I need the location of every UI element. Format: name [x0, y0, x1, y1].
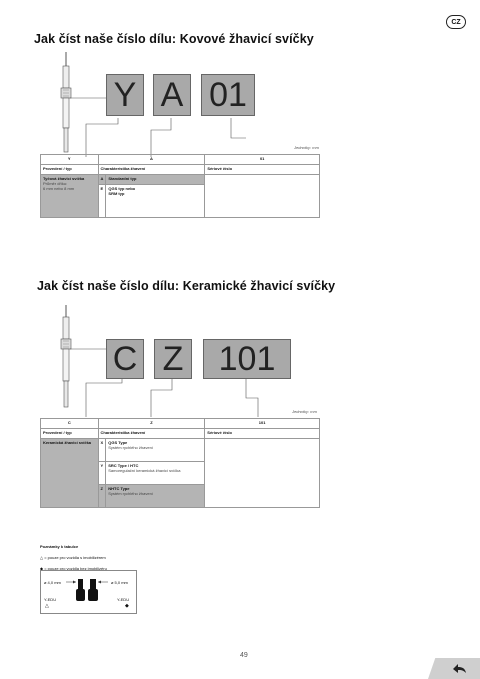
- ceramic-row-code: Y: [98, 462, 106, 485]
- label-right: Y-EDU: [117, 597, 130, 602]
- metal-code-y: Y: [106, 74, 144, 116]
- ceramic-units: Jednotky: mm: [292, 409, 317, 414]
- metal-row-sub: SRM typ: [108, 191, 125, 196]
- ceramic-row-sub: Systém rychlého žhavení: [108, 445, 153, 450]
- ceramic-row-code: X: [98, 439, 106, 462]
- ceramic-type-cell: Keramická žhavicí svíčka: [41, 439, 99, 508]
- note-item-1-text: = pouze pro vozidla s imobilizérem: [44, 555, 106, 560]
- ceramic-sub-head-1: Provedení / typ: [41, 429, 99, 439]
- metal-col-head-2: A: [98, 155, 205, 165]
- back-tab[interactable]: [428, 658, 480, 679]
- metal-type-desc1: Průměr dříku:: [43, 181, 68, 186]
- page-number: 49: [240, 652, 248, 659]
- metal-col-head-3: 01: [205, 155, 320, 165]
- ceramic-section-title: Jak číst naše číslo dílu: Keramické žhavicí svíčky: [37, 279, 336, 293]
- ceramic-row-text-cell: [106, 462, 205, 485]
- ceramic-col-head-2: Z: [98, 419, 205, 429]
- metal-serial-cell: [205, 175, 320, 218]
- metal-row-text-cell: [106, 185, 205, 218]
- metal-sub-head-3: Sériové číslo: [205, 165, 320, 175]
- metal-row-code: A: [98, 175, 106, 185]
- metal-type-name: Tyčová žhavicí svíčka: [43, 176, 85, 181]
- back-arrow-icon: [450, 663, 468, 674]
- ceramic-col-head-3: 101: [205, 419, 320, 429]
- ceramic-row-text-cell: [106, 439, 205, 462]
- language-badge: CZ: [446, 15, 466, 29]
- triangle-icon: △: [40, 555, 44, 560]
- ceramic-code-z: Z: [154, 339, 192, 379]
- ceramic-row-code: Z: [98, 485, 106, 508]
- metal-code-a: A: [153, 74, 191, 116]
- label-left: Y-EDU: [44, 597, 57, 602]
- metal-spec-table: [40, 154, 320, 218]
- connector-legend-box: [40, 570, 137, 614]
- metal-row-text: Standardní typ: [106, 175, 205, 185]
- ceramic-code-101: 101: [203, 339, 291, 379]
- metal-code-01: 01: [201, 74, 255, 116]
- ceramic-sub-head-2: Charakteristika žhavení: [98, 429, 205, 439]
- metal-row-text: QGS typ nebo: [108, 186, 136, 191]
- ceramic-row-text: QGS Type: [108, 440, 128, 445]
- ceramic-row-text: SRC Type / HTC: [108, 463, 139, 468]
- metal-sub-head-1: Provedení / typ: [41, 165, 99, 175]
- note-item-2-text: = pouze pro vozidla bez imobilizéru: [44, 566, 107, 571]
- dim-right: ø 5,0 mm: [111, 580, 128, 585]
- diamond-icon: ◆: [125, 603, 129, 609]
- triangle-icon: △: [45, 603, 49, 609]
- ceramic-row-sub: Samoregulační keramická žhavicí svíčka: [108, 468, 181, 473]
- connector-illustration: [63, 577, 113, 611]
- metal-units: Jednotky: mm: [294, 145, 319, 150]
- diamond-icon: ◆: [40, 566, 44, 571]
- ceramic-row-text-cell: [106, 485, 205, 508]
- note-item-1: [40, 555, 107, 560]
- ceramic-row-sub: Systém rychlého žhavení: [108, 491, 153, 496]
- ceramic-col-head-1: C: [41, 419, 99, 429]
- metal-type-desc2: 6 mm nebo 8 mm: [43, 186, 75, 191]
- notes-title: Poznámky k tabulce: [40, 544, 79, 549]
- metal-section-title: Jak číst naše číslo dílu: Kovové žhavicí svíčky: [34, 32, 314, 46]
- ceramic-row-text: NHTC Type: [108, 486, 130, 491]
- metal-col-head-1: Y: [41, 155, 99, 165]
- metal-type-cell: [41, 175, 99, 218]
- metal-sub-head-2: Charakteristika žhavení: [98, 165, 205, 175]
- ceramic-code-c: C: [106, 339, 144, 379]
- metal-row-code: E: [98, 185, 106, 218]
- ceramic-sub-head-3: Sériové číslo: [205, 429, 320, 439]
- ceramic-spec-table: [40, 418, 320, 508]
- ceramic-serial-cell: [205, 439, 320, 508]
- dim-left: ø 4,0 mm: [44, 580, 61, 585]
